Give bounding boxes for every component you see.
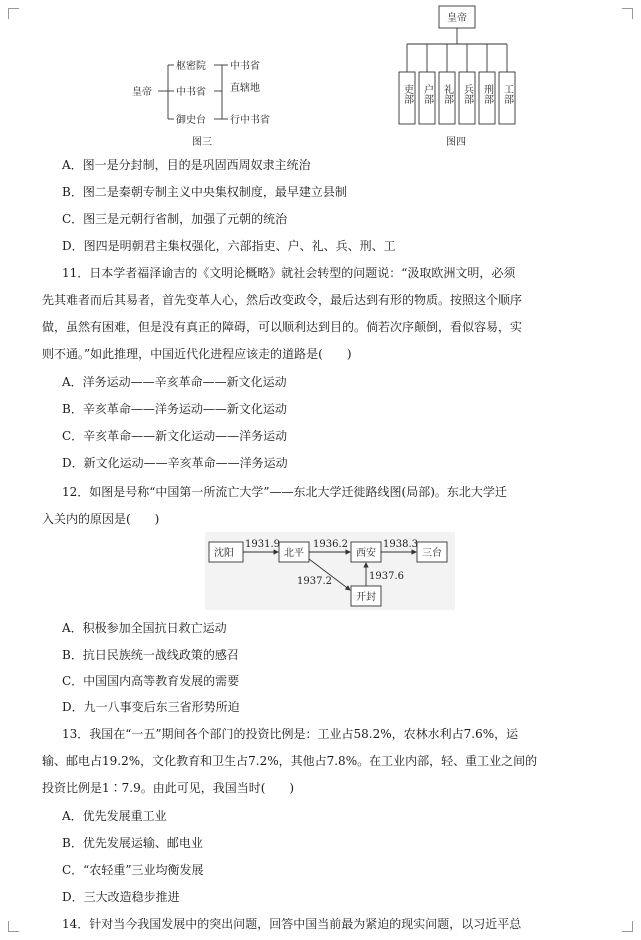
fig3-leaf: 中书省	[230, 61, 260, 72]
q13-option-d: D．三大改造稳步推进	[62, 890, 180, 904]
city-label: 北平	[284, 548, 304, 559]
city-label: 三台	[422, 548, 442, 559]
q13-option-b: B．优先发展运输、邮电业	[62, 836, 203, 850]
fig4-ministry: 礼部	[441, 84, 453, 104]
fig3-branch: 御史台	[176, 115, 206, 126]
fig4-ministry: 刑部	[481, 84, 493, 104]
q13-option-a: A．优先发展重工业	[62, 809, 167, 823]
figure-3-diagram	[130, 50, 300, 150]
city-label: 沈阳	[214, 548, 234, 559]
date-label: 1938.3	[383, 539, 418, 550]
q12-option-b: B．抗日民族统一战线政策的感召	[62, 648, 239, 662]
q13-stem-line: 投资比例是1∶7.9。由此可见，我国当时( )	[42, 781, 295, 795]
figure-4-diagram	[392, 4, 528, 148]
q12-option-a: A．积极参加全国抗日救亡运动	[62, 621, 227, 635]
crop-mark-bottom-left	[8, 921, 19, 932]
city-label: 开封	[356, 592, 376, 603]
fig3-leaf: 直辖地	[230, 83, 260, 94]
date-label: 1937.2	[297, 576, 332, 587]
q11-option-a: A．洋务运动——辛亥革命——新文化运动	[62, 375, 287, 389]
q11-option-d: D．新文化运动——辛亥革命——洋务运动	[62, 456, 288, 470]
q12-stem-line: 12．如图是号称“中国第一所流亡大学”——东北大学迁徙路线图(局部)。东北大学迁	[62, 485, 507, 499]
q11-option-b: B．辛亥革命——洋务运动——新文化运动	[62, 402, 287, 416]
city-label: 西安	[356, 548, 376, 559]
fig4-ministry: 兵部	[461, 84, 473, 104]
q12-option-c: C．中国国内高等教育发展的需要	[62, 674, 240, 688]
fig3-branch: 中书省	[176, 87, 206, 98]
q12-option-d: D．九一八事变后东三省形势所迫	[62, 700, 240, 714]
date-label: 1936.2	[313, 539, 348, 550]
q14-stem-line: 14．针对当今我国发展中的突出问题，回答中国当前最为紧迫的现实问题，以习近平总	[62, 917, 522, 931]
q13-stem-line: 13．我国在“一五”期间各个部门的投资比例是：工业占58.2%，农林水利占7.6%，运	[62, 727, 519, 741]
date-label: 1931.9	[245, 539, 280, 550]
fig3-root: 皇帝	[132, 87, 152, 98]
q12-migration-map	[205, 532, 455, 610]
q11-stem-line: 先其难者而后其易者，首先变革人心，然后改变政令，最后达到有形的物质。按照这个顺序	[42, 293, 523, 307]
fig4-caption: 图四	[446, 137, 466, 148]
fig4-root: 皇帝	[447, 13, 467, 24]
crop-mark-bottom-right	[622, 921, 633, 932]
q13-stem-line: 输、邮电占19.2%，文化教育和卫生占7.2%，其他占7.8%。在工业内部，轻、重工业之间的	[42, 754, 538, 768]
date-label: 1937.6	[369, 571, 404, 582]
crop-mark-top-left	[8, 8, 19, 19]
q11-stem-line: 则不通。”如此推理，中国近代化进程应该走的道路是( )	[42, 347, 352, 361]
fig4-ministry: 吏部	[401, 84, 413, 104]
fig4-ministry: 工部	[501, 84, 513, 104]
q10-option-b: B．图二是秦朝专制主义中央集权制度，最早建立县制	[62, 185, 347, 199]
fig3-branch: 枢密院	[176, 61, 206, 72]
q10-option-c: C．图三是元朝行省制，加强了元朝的统治	[62, 212, 288, 226]
q11-stem-line: 11．日本学者福泽谕吉的《文明论概略》就社会转型的问题说：“汲取欧洲文明，必须	[62, 266, 516, 280]
q10-option-d: D．图四是明朝君主集权强化，六部指吏、户、礼、兵、刑、工	[62, 239, 396, 253]
q12-stem-line: 入关内的原因是( )	[42, 512, 160, 526]
q13-option-c: C．“农轻重”三业均衡发展	[62, 863, 204, 877]
fig4-ministry: 户部	[421, 84, 433, 104]
q10-option-a: A．图一是分封制，目的是巩固西周奴隶主统治	[62, 158, 311, 172]
crop-mark-top-right	[622, 8, 633, 19]
fig3-caption: 图三	[192, 137, 212, 148]
q11-stem-line: 做，虽然有困难，但是没有真正的障碍，可以顺利达到目的。倘若次序颠倒，看似容易，实	[42, 320, 523, 334]
fig3-leaf: 行中书省	[230, 115, 270, 126]
q11-option-c: C．辛亥革命——新文化运动——洋务运动	[62, 429, 288, 443]
